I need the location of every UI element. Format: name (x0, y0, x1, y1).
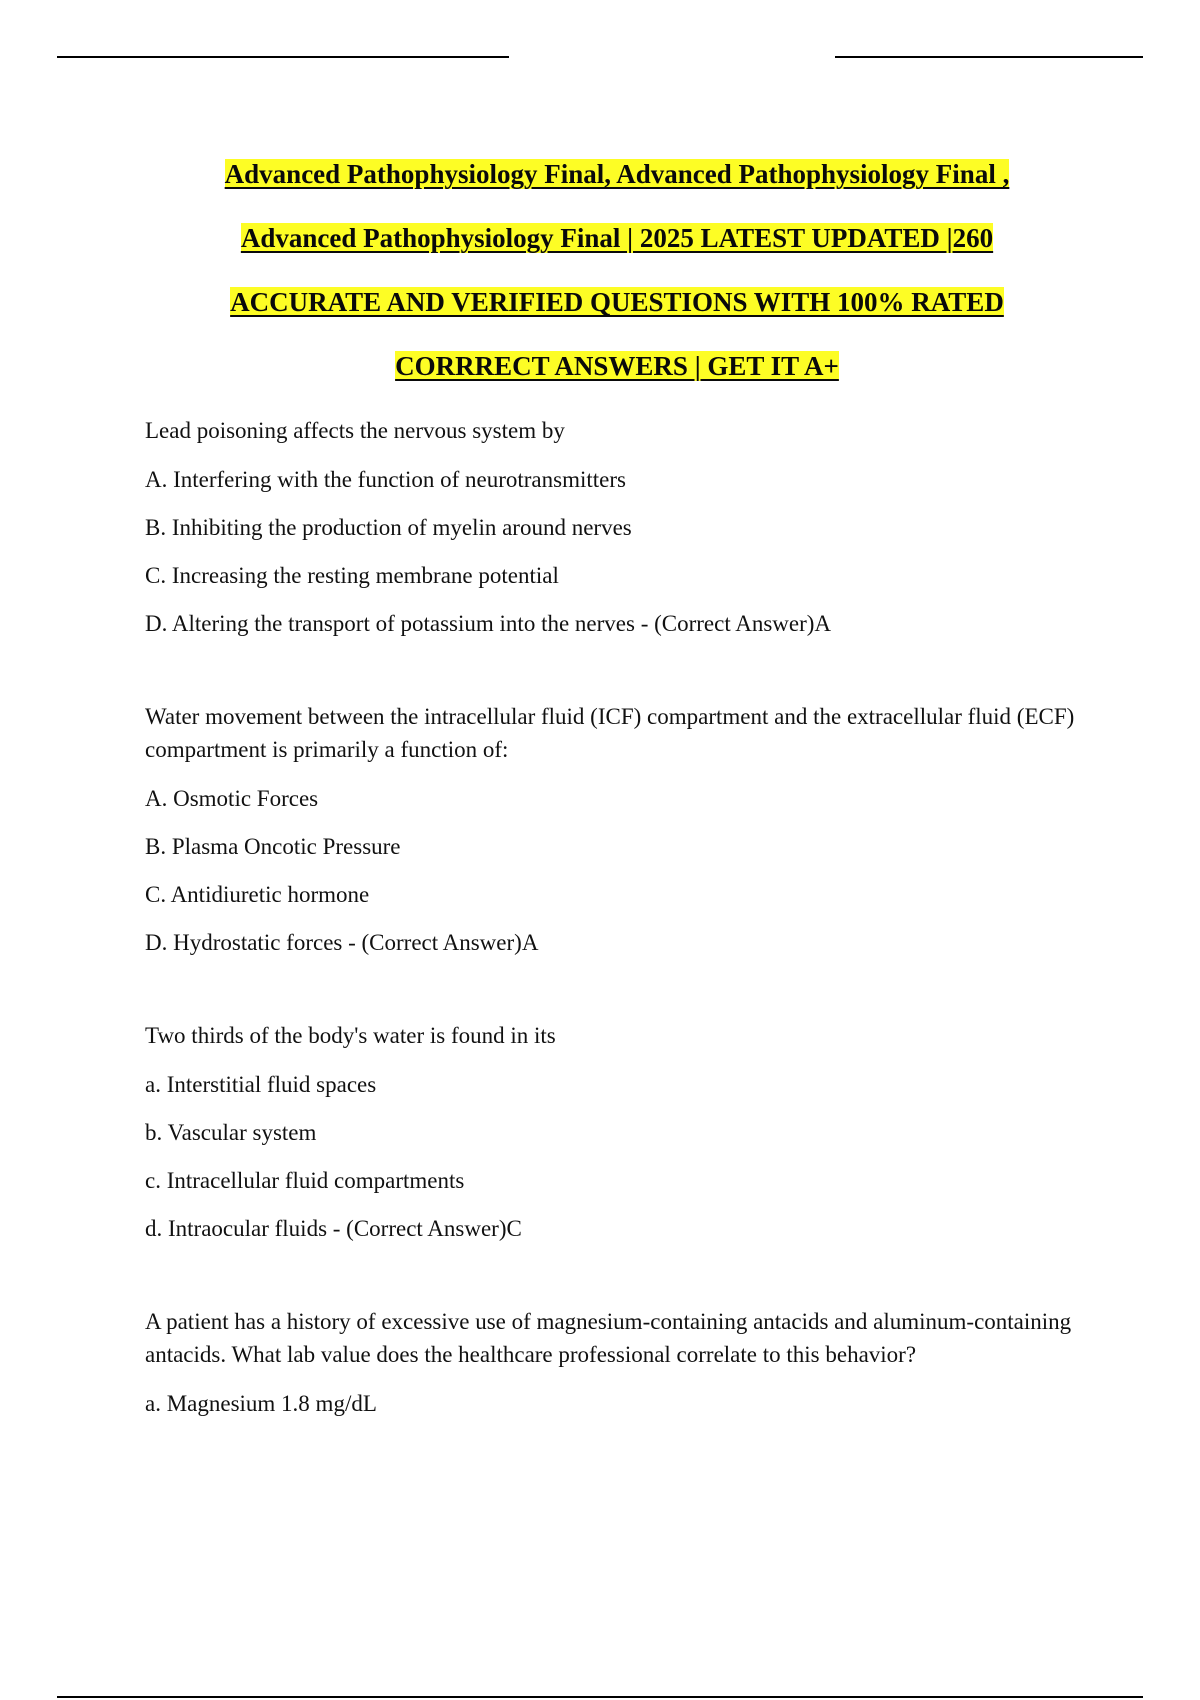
answer-option: d. Intraocular fluids - (Correct Answer)C (145, 1216, 522, 1241)
answer-option: D. Altering the transport of potassium into the nerves - (Correct Answer)A (145, 611, 832, 636)
title-line-text: Advanced Pathophysiology Final | 2025 LATEST UPDATED |260 (240, 223, 994, 253)
answer-option: A. Osmotic Forces (145, 786, 319, 811)
answer-option: A. Interfering with the function of neurotransmitters (145, 467, 626, 492)
question-1 (145, 414, 1075, 640)
title-line (0, 142, 1200, 206)
answer-option: C. Increasing the resting membrane potential (145, 563, 559, 588)
title-line-text: ACCURATE AND VERIFIED QUESTIONS WITH 100% RATED (230, 287, 1004, 317)
question-spacer (145, 1260, 1075, 1305)
question-text: Two thirds of the body's water is found in its (145, 1023, 556, 1048)
title-line-text: Advanced Pathophysiology Final, Advanced Pathophysiology Final , (224, 159, 1010, 189)
title-line (0, 270, 1200, 334)
footer-rule (57, 1696, 1143, 1698)
answer-option: a. Magnesium 1.8 mg/dL (145, 1391, 377, 1416)
question-3 (145, 1019, 1075, 1245)
answer-option: b. Vascular system (145, 1120, 317, 1145)
question-2 (145, 700, 1075, 959)
document-title (0, 142, 1200, 398)
answer-option: B. Plasma Oncotic Pressure (145, 834, 401, 859)
question-spacer (145, 974, 1075, 1019)
answer-option: B. Inhibiting the production of myelin around nerves (145, 515, 632, 540)
question-text: Water movement between the intracellular fluid (ICF) compartment and the extracellular fluid (ECF) compartment is primarily a function of: (145, 704, 1075, 762)
question-list (145, 414, 1075, 1435)
question-text: A patient has a history of excessive use of magnesium-containing antacids and aluminum-containing antacids. What lab value does the healthcare professional correlate to this behavior? (145, 1309, 1072, 1367)
title-line (0, 206, 1200, 270)
header-rule-right (835, 56, 1143, 58)
title-line (0, 334, 1200, 398)
answer-option: a. Interstitial fluid spaces (145, 1072, 377, 1097)
question-spacer (145, 655, 1075, 700)
answer-option: C. Antidiuretic hormone (145, 882, 370, 907)
question-4 (145, 1305, 1075, 1420)
header-rule-left (57, 56, 509, 58)
answer-option: c. Intracellular fluid compartments (145, 1168, 465, 1193)
question-text: Lead poisoning affects the nervous system by (145, 418, 565, 443)
title-line-text: CORRRECT ANSWERS | GET IT A+ (395, 351, 839, 381)
answer-option: D. Hydrostatic forces - (Correct Answer)A (145, 930, 539, 955)
